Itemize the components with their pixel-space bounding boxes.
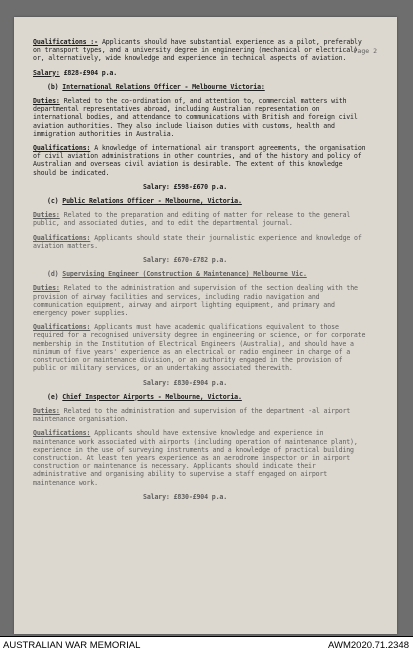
section-heading: Duties:	[33, 97, 60, 106]
paragraph: Applicants must have academic qualifications equivalent to those required for a recognised university degree in engineering or science, or for corporate membership in the Institution of Electrical Engineers (Australia), and should have a minimum of five years' experience as an electrical or radio engineer in charge of a construction or maintenance division, or an authority engaged in the provision of public or military services, or an undertaking associated therewith.	[33, 323, 366, 373]
salary-label: Salary:	[33, 68, 60, 77]
qualifications-block	[33, 144, 369, 177]
salary-line: Salary: £670-£782 p.a.	[143, 256, 228, 265]
duties-block	[33, 284, 369, 317]
document-text	[33, 38, 369, 507]
page-number: Page 2	[353, 47, 377, 55]
paragraph: A knowledge of international air transport agreements, the organisation of civil aviation administrations in other countries, and of the history and policy of Australian and overseas civil aviation is desirable. The extent of this knowledge should be indicated.	[33, 144, 366, 177]
section-heading: Qualifications :-	[33, 38, 98, 46]
section-heading: Qualifications:	[33, 429, 91, 438]
section-heading: Duties:	[33, 211, 60, 220]
position-title: (e) Chief Inspector Airports - Melbourne, Victoria.	[47, 392, 242, 401]
accession-number: AWM2020.71.2348	[328, 640, 409, 651]
qualifications-block	[33, 234, 369, 250]
section-heading: Qualifications:	[33, 233, 91, 242]
caption-bar	[0, 636, 413, 654]
salary-value: £828-£904 p.a.	[63, 68, 118, 77]
duties-block	[33, 97, 369, 138]
section-heading: Duties:	[33, 406, 60, 415]
paragraph: Related to the preparation and editing of matter for release to the general public, and associated duties, and to edit the departmental journal.	[33, 211, 351, 228]
paragraph: Related to the administration and supervision of the section dealing with the provision of airway facilities and services, including radio navigation and communication equipment, airway and airport lighting equipment, and primary and emergency power supplies.	[33, 284, 358, 318]
paragraph: Applicants should have substantial experience as a pilot, preferably on transport types, and a university degree in engineering (mechanical or electrical) or, alternatively, wide knowledge and experience in technical aspects of aviation.	[33, 38, 362, 63]
salary-line: Salary: £830-£904 p.a.	[143, 378, 228, 387]
salary-line: Salary: £830-£904 p.a.	[143, 492, 228, 501]
position-title: (d) Supervising Engineer (Construction & Maintenance) Melbourne Vic.	[47, 270, 307, 279]
duties-block	[33, 407, 369, 423]
intro-salary	[33, 69, 369, 77]
paragraph: Related to the administration and supervision of the department -al airport maintenance organisation.	[33, 406, 351, 424]
qualifications-block	[33, 429, 369, 486]
section-heading: Qualifications:	[33, 144, 91, 153]
qualifications-block	[33, 323, 369, 372]
collection-name: AUSTRALIAN WAR MEMORIAL	[3, 640, 141, 651]
position-title: (c) Public Relations Officer - Melbourne, Victoria.	[47, 197, 242, 206]
position-title: (b) International Relations Officer - Melbourne Victoria:	[47, 82, 265, 91]
intro-qualifications	[33, 38, 369, 63]
salary-line: Salary: £598-£670 p.a.	[143, 182, 228, 191]
paragraph: Applicants should have extensive knowledge and experience in maintenance work associated with airports (including operation of maintenance plant), experience in the use of surveying instruments and a knowledge of practical building construction. At least ten years experience as an aerodrome inspector or in airport construction or maintenance is necessary. Applicants should indicate their administrative and organising ability to supervise a staff engaged on airport maintenance work.	[33, 429, 358, 487]
duties-block	[33, 211, 369, 227]
section-heading: Duties:	[33, 284, 60, 293]
paragraph: Applicants should state their journalistic experience and knowledge of aviation matters.	[33, 233, 362, 250]
paragraph: Related to the co-ordination of, and attention to, commercial matters with departmental representatives abroad, including Australian representation on international bodies, and attendance to communications with British and foreign civil aviation authorities. They also include liaison duties with customs, health and immigration authorities in Australia.	[33, 97, 358, 138]
section-heading: Qualifications:	[33, 323, 91, 332]
